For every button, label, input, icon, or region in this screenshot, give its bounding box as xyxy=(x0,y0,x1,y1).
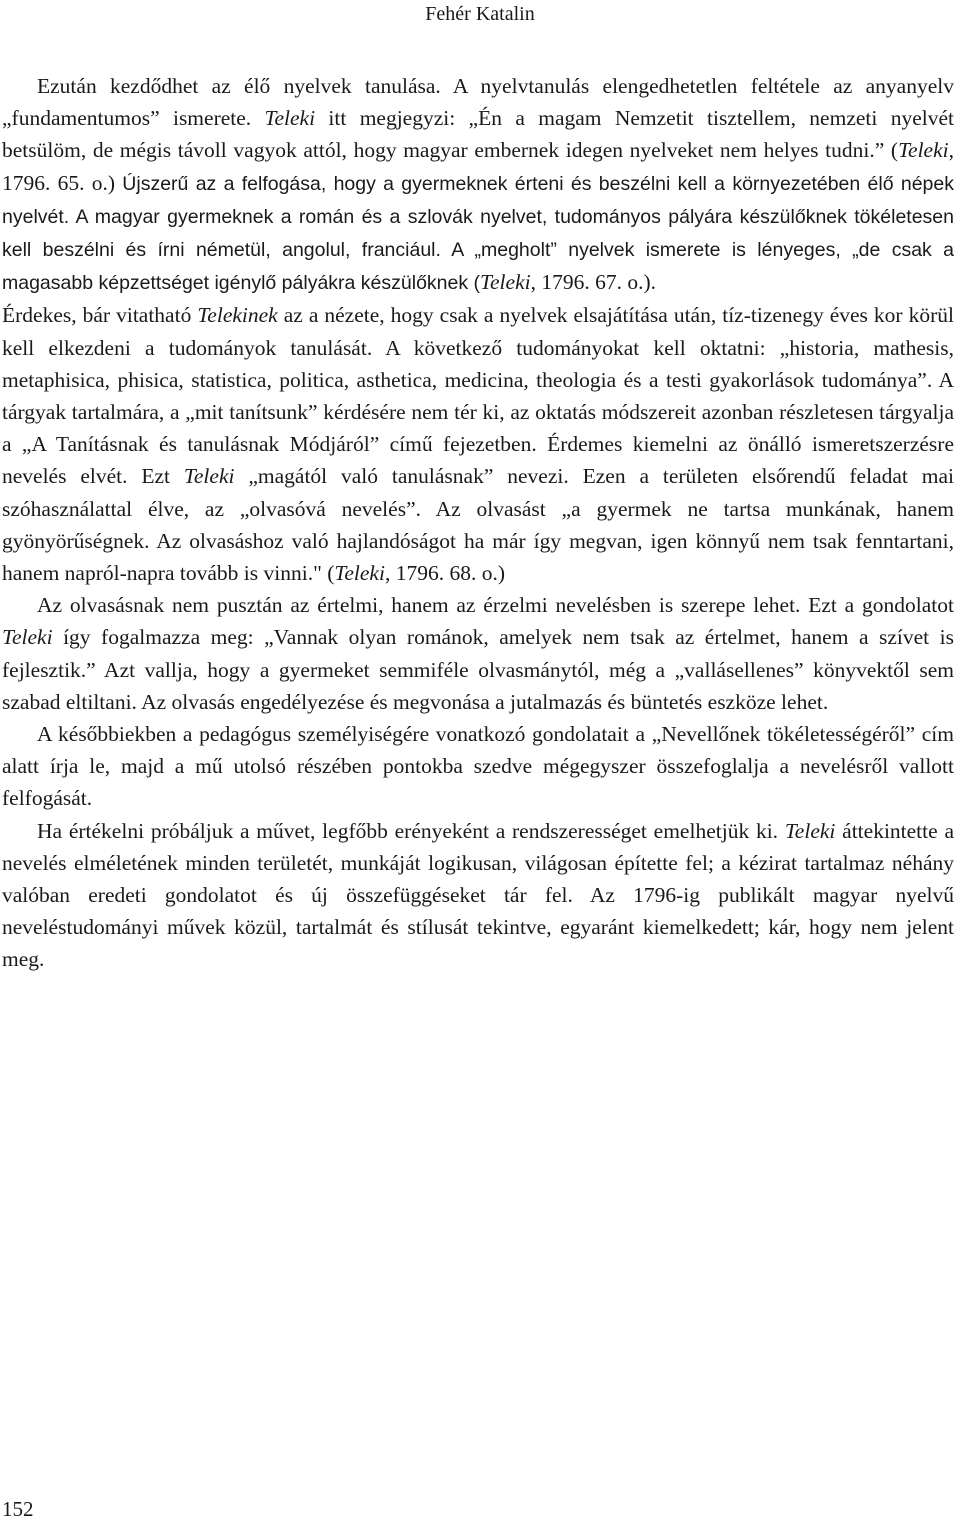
text-run: az a nézete, hogy csak a nyelvek elsajátítása után, tíz-tizenegy éves kor körül kell elkezdeni a tudományok tanulását. A következő tudományokat kell oktatni: „historia, mathesis, metaphisica, phisica, statistica, politica, asthetica, medicina, theologia és a testi gyakorlások tudománya”. A tárgyak tartalmára, a „mit tanítsunk” kérdésére nem tér ki, az oktatás módszereit azonban részletesen tárgyalja a „A Tanításnak és tanulásnak Módjáról” című fejezetben. Érdemes kiemelni az önálló ismeretszerzésre nevelés elvét. Ezt xyxy=(2,303,954,489)
page-number: 152 xyxy=(2,1497,34,1521)
text-run: Ezután kezdődhet az élő nyelvek tanulása. A nyelvtanulás elengedhetetlen feltétele az anyanyelv „fundamentumos” ismerete. xyxy=(2,74,954,131)
author-name-italic: Teleki xyxy=(334,561,385,586)
paragraph-5 xyxy=(2,815,954,976)
author-name-italic: Teleki xyxy=(2,625,53,650)
text-run: , 1796. 67. o.). xyxy=(530,270,657,295)
text-run: Érdekes, bár vitatható xyxy=(2,303,198,328)
paragraph-1 xyxy=(2,70,954,299)
author-name-italic: Teleki xyxy=(898,138,949,163)
text-run: , 1796. 68. o.) xyxy=(384,561,505,586)
text-run: A későbbiekben a pedagógus személyiségére vonatkozó gondolatait a „Nevellőnek tökéletességéről” cím alatt írja le, majd a mű utolsó részében pontokba szedve mégegyszer összefoglalja a nevelésről vallott felfogását. xyxy=(2,722,954,811)
author-name-italic: Telekinek xyxy=(197,303,278,328)
author-name-italic: Teleki xyxy=(264,106,316,131)
text-run: , 1796. 65. o.) xyxy=(2,138,954,195)
body-text xyxy=(2,70,954,976)
text-run: Az olvasásnak nem pusztán az értelmi, hanem az érzelmi nevelésben is szerepe lehet. Ezt a gondolatot xyxy=(37,593,954,618)
paragraph-2 xyxy=(2,299,954,589)
text-run-sans: Újszerű az a felfogása, hogy a gyermeknek érteni és beszélni kell a környezetében élő népek nyelvét. A magyar gyermeknek a román és a szlovák nyelvet, tudományos pályára készülőknek tökéletesen kell beszélni és írni németül, angolul, franciául. A „megholt” nyelvek ismerete is lényeges, „de csak a magasabb képzettséget igénylő pályákra készülőknek ( xyxy=(2,172,954,295)
text-run: Ha értékelni próbáljuk a művet, legfőbb erényeként a rendszerességet emelhetjük ki. xyxy=(37,818,785,843)
text-run: így fogalmazza meg: „Vannak olyan románok, amelyek nem tsak az értelmet, hanem a szívet is fejlesztik.” Azt vallja, hogy a gyermeket semmiféle olvasmánytól, még a „vallásellenes” könyvektől sem szabad eltiltani. Az olvasás engedélyezése és megvonása a jutalmazás és büntetés eszköze lehet. xyxy=(2,625,954,714)
text-run: itt megjegyzi: „Én a magam Nemzetit tisztellem, nemzeti nyelvét betsülöm, de mégis távoll vagyok attól, hogy magyar embernek idegen nyelveket nem helyes tudni.” ( xyxy=(2,106,954,163)
paragraph-3 xyxy=(2,589,954,718)
author-name-italic: Teleki xyxy=(480,270,531,295)
text-run: áttekintette a nevelés elméletének minden területét, munkáját logikusan, világosan építette fel; a kézirat tartalmaz néhány valóban eredeti gondolatot és új összefüggéseket tár fel. Az 1796-ig publikált magyar nyelvű neveléstudományi művek közül, tartalmát és stílusát tekintve, egyaránt kiemelkedett; kár, hogy nem jelent meg. xyxy=(2,818,954,972)
running-head-author: Fehér Katalin xyxy=(425,3,535,25)
author-name-italic: Teleki xyxy=(784,818,836,843)
text-run: „magától való tanulásnak” nevezi. Ezen a területen elsőrendű feladat mai szóhasználattal élve, az „olvasóvá nevelés”. Az olvasást „a gyermek ne tartsa munkának, hanem gyönyörűségnek. Az olvasáshoz való hajlandóságot ha már így megvan, igen könnyű nem tsak fenntartani, hanem napról-napra tovább is vinni." ( xyxy=(2,464,954,586)
paragraph-4 xyxy=(2,718,954,815)
author-name-italic: Teleki xyxy=(183,464,235,489)
